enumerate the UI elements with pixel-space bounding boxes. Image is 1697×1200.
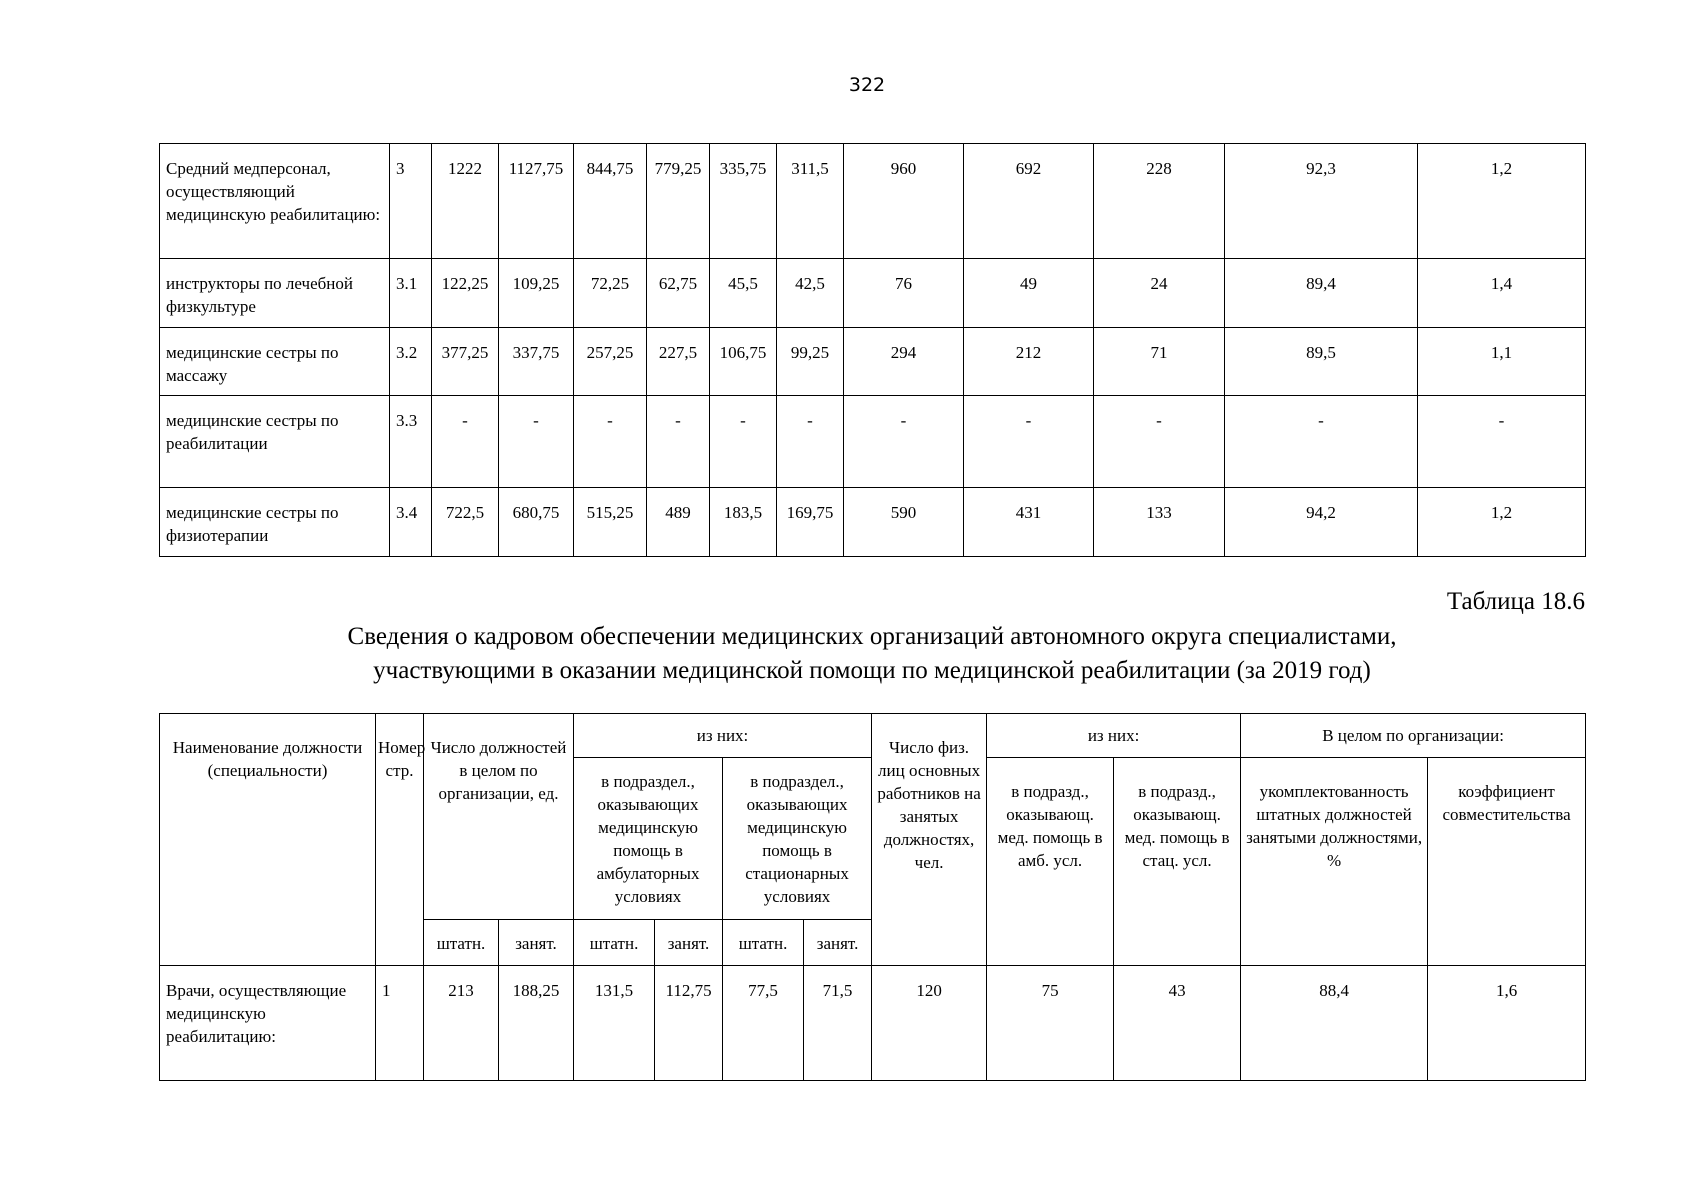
cell: 43: [1114, 966, 1241, 1081]
cell: 212: [964, 328, 1094, 396]
cell: 377,25: [432, 328, 499, 396]
table-caption-label: Таблица 18.6: [1446, 588, 1585, 615]
cell: 169,75: [777, 488, 844, 557]
cell: 89,5: [1225, 328, 1418, 396]
cell: 49: [964, 259, 1094, 328]
row-number: 3.4: [390, 488, 432, 557]
cell: 88,4: [1241, 966, 1428, 1081]
staffing-table-continued: [159, 143, 1586, 557]
col-header-occupied: занят.: [804, 920, 872, 966]
cell: 75: [987, 966, 1114, 1081]
cell: -: [1225, 396, 1418, 488]
cell: 680,75: [499, 488, 574, 557]
row-name: Врачи, осуществляющие медицинскую реабилитацию:: [160, 966, 376, 1081]
cell: 227,5: [647, 328, 710, 396]
cell: 71: [1094, 328, 1225, 396]
col-header-staffing-rate: укомплектованность штатных должностей занятыми должностями, %: [1241, 758, 1428, 966]
row-number: 3.1: [390, 259, 432, 328]
cell: -: [1094, 396, 1225, 488]
cell: 294: [844, 328, 964, 396]
cell: 183,5: [710, 488, 777, 557]
table-row: [160, 259, 1586, 328]
cell: 722,5: [432, 488, 499, 557]
table-caption-line: участвующими в оказании медицинской помощи по медицинской реабилитации (за 2019 год): [373, 657, 1371, 684]
cell: -: [777, 396, 844, 488]
cell: 335,75: [710, 144, 777, 259]
cell: 1,2: [1418, 144, 1586, 259]
cell: 62,75: [647, 259, 710, 328]
cell: 77,5: [723, 966, 804, 1081]
cell: 133: [1094, 488, 1225, 557]
col-header-physical-persons: Число физ. лиц основных работников на занятых должностях, чел.: [872, 714, 987, 966]
cell: 131,5: [574, 966, 655, 1081]
table-caption-line: Сведения о кадровом обеспечении медицинских организаций автономного округа специалистами,: [347, 623, 1397, 650]
table-row: [160, 144, 1586, 259]
col-header-organization-total: В целом по организации:: [1241, 714, 1586, 758]
col-header-staff: штатн.: [723, 920, 804, 966]
col-header-ambulatory-units: в подраздел., оказывающих медицинскую помощь в амбулаторных условиях: [574, 758, 723, 920]
cell: -: [647, 396, 710, 488]
cell: 188,25: [499, 966, 574, 1081]
cell: -: [710, 396, 777, 488]
cell: 692: [964, 144, 1094, 259]
cell: 1,6: [1428, 966, 1586, 1081]
col-header-inpatient-units: в подраздел., оказывающих медицинскую помощь в стационарных условиях: [723, 758, 872, 920]
cell: 228: [1094, 144, 1225, 259]
col-header-of-them: из них:: [574, 714, 872, 758]
table-caption-title: [159, 620, 1585, 688]
cell: 42,5: [777, 259, 844, 328]
cell: 1,2: [1418, 488, 1586, 557]
col-header-position: Наименование должности (специальности): [160, 714, 376, 966]
row-name: медицинские сестры по физиотерапии: [160, 488, 390, 557]
cell: 337,75: [499, 328, 574, 396]
cell: -: [499, 396, 574, 488]
cell: 120: [872, 966, 987, 1081]
col-header-staff: штатн.: [574, 920, 655, 966]
cell: 76: [844, 259, 964, 328]
cell: 72,25: [574, 259, 647, 328]
table-row: [160, 396, 1586, 488]
cell: 515,25: [574, 488, 647, 557]
cell: 89,4: [1225, 259, 1418, 328]
cell: 92,3: [1225, 144, 1418, 259]
cell: 122,25: [432, 259, 499, 328]
cell: 45,5: [710, 259, 777, 328]
cell: -: [964, 396, 1094, 488]
row-number: 1: [376, 966, 424, 1081]
row-name: Средний медперсонал, осуществляющий медицинскую реабилитацию:: [160, 144, 390, 259]
cell: -: [432, 396, 499, 488]
cell: 94,2: [1225, 488, 1418, 557]
col-header-staff: штатн.: [424, 920, 499, 966]
col-header-total-positions: Число должностей в целом по организации, ед.: [424, 714, 574, 920]
col-header-occupied: занят.: [499, 920, 574, 966]
col-header-stat-subdivision: в подразд., оказывающ. мед. помощь в стац. усл.: [1114, 758, 1241, 966]
cell: 106,75: [710, 328, 777, 396]
cell: 489: [647, 488, 710, 557]
col-header-row-number: Номер стр.: [376, 714, 424, 966]
cell: 431: [964, 488, 1094, 557]
row-number: 3: [390, 144, 432, 259]
cell: 590: [844, 488, 964, 557]
cell: -: [844, 396, 964, 488]
cell: 1,4: [1418, 259, 1586, 328]
row-number: 3.2: [390, 328, 432, 396]
header-row: [160, 714, 1586, 758]
cell: -: [1418, 396, 1586, 488]
cell: 1127,75: [499, 144, 574, 259]
col-header-combination-coef: коэффициент совместительства: [1428, 758, 1586, 966]
col-header-amb-subdivision: в подразд., оказывающ. мед. помощь в амб. усл.: [987, 758, 1114, 966]
cell: 112,75: [655, 966, 723, 1081]
row-name: инструкторы по лечебной физкультуре: [160, 259, 390, 328]
cell: 844,75: [574, 144, 647, 259]
col-header-of-them-2: из них:: [987, 714, 1241, 758]
cell: 1222: [432, 144, 499, 259]
table-row: [160, 966, 1586, 1081]
cell: 213: [424, 966, 499, 1081]
cell: 99,25: [777, 328, 844, 396]
col-header-occupied: занят.: [655, 920, 723, 966]
cell: 960: [844, 144, 964, 259]
cell: 311,5: [777, 144, 844, 259]
cell: 109,25: [499, 259, 574, 328]
table-row: [160, 328, 1586, 396]
cell: 1,1: [1418, 328, 1586, 396]
row-number: 3.3: [390, 396, 432, 488]
cell: -: [574, 396, 647, 488]
table-row: [160, 488, 1586, 557]
cell: 71,5: [804, 966, 872, 1081]
staffing-table-18-6: [159, 713, 1586, 1081]
cell: 779,25: [647, 144, 710, 259]
page-number: 322: [848, 74, 886, 96]
row-name: медицинские сестры по реабилитации: [160, 396, 390, 488]
cell: 257,25: [574, 328, 647, 396]
row-name: медицинские сестры по массажу: [160, 328, 390, 396]
cell: 24: [1094, 259, 1225, 328]
